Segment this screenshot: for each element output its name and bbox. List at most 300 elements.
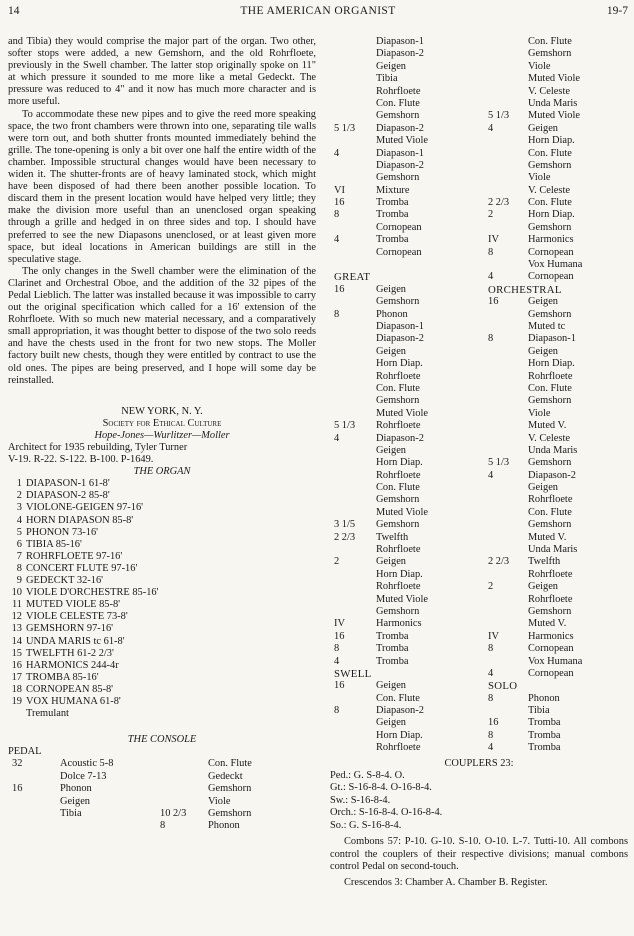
stop-item: [8, 648, 316, 660]
spec-cell-b: Geigen: [60, 795, 91, 807]
spec-cell-a: 2: [334, 556, 340, 568]
spec-cell-d: Gemshorn: [528, 605, 572, 617]
stop-number: 17: [11, 671, 22, 683]
spec-cell-a: 16: [12, 783, 23, 795]
stop-name: VIOLONE-GEIGEN 97-16': [26, 502, 144, 514]
spec-cell-c: 8: [488, 692, 494, 704]
stop-number: 8: [16, 562, 22, 574]
spec-cell-c: 4: [488, 271, 494, 283]
spec-row: [330, 98, 628, 110]
spec-cell-c: 8: [160, 820, 166, 832]
spec-cell-c: 5 1/3: [488, 110, 510, 122]
stop-number: 2: [16, 490, 22, 502]
spec-cell-b: Harmonics: [376, 618, 422, 630]
spec-cell-b: Con. Flute: [376, 482, 420, 494]
spec-cell-c: IV: [488, 234, 499, 246]
stop-number: 11: [11, 599, 22, 611]
spec-cell-d: Muted Viole: [528, 110, 580, 122]
stop-name: ROHRFLOETE 97-16': [26, 550, 123, 562]
spec-cell-d: Con. Flute: [528, 506, 572, 518]
spec-row: [330, 160, 628, 172]
stop-item: [8, 575, 316, 587]
stop-number: 3: [16, 502, 22, 514]
spec-cell-c: 16: [488, 717, 499, 729]
spec-cell-a: 32: [12, 758, 23, 770]
coupler-line: Ped.: G. S-8-4. O.: [330, 770, 405, 782]
spec-row: [8, 771, 316, 783]
stop-number: 10: [11, 587, 22, 599]
couplers-heading: COUPLERS 23:: [444, 757, 514, 769]
spec-cell-a: 4: [334, 655, 340, 667]
spec-cell-b: Gemshorn: [376, 395, 420, 407]
stop-item: [8, 636, 316, 648]
spec-cell-d: Geigen: [528, 345, 559, 357]
spec-cell-b: Cornopean: [376, 246, 422, 258]
spec-cell-b: Muted Viole: [376, 593, 428, 605]
spec-cell-b: Tibia: [376, 73, 398, 85]
spec-cell-d: Viole: [528, 407, 551, 419]
spec-cell-a: 16: [334, 283, 345, 295]
stop-item: [8, 502, 316, 514]
spec-cell-c: 4: [488, 469, 494, 481]
spec-cell-c: 4: [488, 742, 494, 754]
coupler-line: Orch.: S-16-8-4. O-16-8-4.: [330, 807, 443, 819]
spec-cell-a: VI: [334, 184, 345, 196]
spec-cell-c: 8: [488, 729, 494, 741]
spec-cell-b: Geigen: [376, 345, 407, 357]
console-spec: [330, 36, 628, 755]
spec-row: [330, 544, 628, 556]
spec-cell-d: Tromba: [528, 729, 561, 741]
spec-cell-d: Muted V.: [528, 531, 567, 543]
spec-cell-d: V. Celeste: [528, 184, 570, 196]
coupler-line: Sw.: S-16-8-4.: [330, 794, 391, 806]
spec-row: [330, 36, 628, 48]
spec-cell-b: Geigen: [376, 680, 407, 692]
stop-item: [8, 515, 316, 527]
spec-cell-b: Tromba: [376, 655, 409, 667]
spec-cell-d: Vox Humana: [528, 655, 583, 667]
spec-cell-b: Muted Viole: [376, 506, 428, 518]
spec-cell-b: Tromba: [376, 234, 409, 246]
spec-cell-d: Muted tc: [528, 320, 566, 332]
article-paragraph: The only changes in the Swell chamber were the elimination of the Clarinet and Orchestral Oboe, and the addition of the 32 pipes of the Pedal Lieblich. The latter was installed because it was impossible to carry out the original specification which called for a 16' extension of the Rohrfloete. With so much new material necessary, and a comparatively small appropriation, it was thought better to dispose of the two solo reeds and have the chests used in the front for two new stops. The Moller factory built new chests, though they were entitled by contract to use the old ones. The pipes are being preserved, and I hope will some day be reinstalled.: [8, 265, 316, 386]
spec-row: [330, 656, 628, 668]
spec-cell-b: Tromba: [376, 197, 409, 209]
spec-cell-b: Phonon: [60, 783, 92, 795]
spec-cell-d: Unda Maris: [528, 97, 578, 109]
spec-cell-d: Harmonics: [528, 630, 574, 642]
stop-number: 18: [11, 683, 22, 695]
pedal-spec: [8, 758, 316, 832]
coupler-line: Gt.: S-16-8-4. O-16-8-4.: [330, 782, 432, 794]
article-paragraph: and Tibia) they would comprise the major part of the organ. Two other, softer stops were added, a new Gemshorn, and the old Rohrfloete, previously in the Swell chamber. The latter stop originally spoke on 11" at which pressure it sounded to me more like a metal Gedeckt. The pressure was reduced to 4" and it now has much more character and is more useful.: [8, 36, 316, 108]
spec-cell-a: GREAT: [334, 271, 371, 284]
stop-item: [8, 539, 316, 551]
spec-cell-d: Geigen: [528, 122, 559, 134]
stop-name: CORNOPEAN 85-8': [26, 683, 114, 695]
spec-cell-b: Mixture: [376, 184, 410, 196]
stop-item: [8, 563, 316, 575]
spec-row: [330, 209, 628, 221]
spec-row: [8, 796, 316, 808]
spec-cell-b: Geigen: [376, 556, 407, 568]
spec-row: [330, 284, 628, 296]
stop-name: GEMSHORN 97-16': [26, 623, 114, 635]
coupler-line: So.: G. S-16-8-4.: [330, 819, 402, 831]
spec-cell-b: Gemshorn: [376, 494, 420, 506]
spec-cell-b: Muted Viole: [376, 135, 428, 147]
spec-row: [330, 470, 628, 482]
spec-cell-b: Horn Diap.: [376, 568, 423, 580]
spec-row: [330, 309, 628, 321]
stop-number: 12: [11, 611, 22, 623]
spec-cell-b: Gemshorn: [376, 519, 420, 531]
spec-row: [330, 631, 628, 643]
spec-cell-c: 8: [488, 246, 494, 258]
stop-item: [8, 672, 316, 684]
stop-item: [8, 623, 316, 635]
spec-cell-b: Diapason-2: [376, 432, 424, 444]
spec-cell-d: Con. Flute: [528, 147, 572, 159]
spec-row: [330, 346, 628, 358]
spec-cell-c: 2: [488, 209, 494, 221]
spec-cell-b: Rohrfloete: [376, 85, 421, 97]
spec-row: [330, 185, 628, 197]
spec-row: [330, 519, 628, 531]
spec-cell-d: Tibia: [528, 705, 550, 717]
spec-cell-c: 2: [488, 581, 494, 593]
spec-cell-d: Unda Maris: [528, 444, 578, 456]
spec-row: [330, 86, 628, 98]
spec-cell-d: Gemshorn: [208, 807, 252, 819]
stop-name: VIOLE D'ORCHESTRE 85-16': [26, 587, 159, 599]
spec-cell-b: Geigen: [376, 444, 407, 456]
spec-cell-b: Tromba: [376, 643, 409, 655]
stop-item: [8, 684, 316, 696]
spec-cell-d: Rohrfloete: [528, 568, 573, 580]
spec-row: [330, 594, 628, 606]
spec-cell-b: Twelfth: [376, 531, 409, 543]
spec-row: [330, 507, 628, 519]
stop-item: [8, 587, 316, 599]
stop-name: VIOLE CELESTE 73-8': [26, 611, 128, 623]
left-column: [8, 36, 316, 833]
spec-row: [330, 172, 628, 184]
spec-cell-d: Horn Diap.: [528, 135, 575, 147]
console-heading: THE CONSOLE: [127, 734, 197, 746]
spec-cell-b: Diapason-2: [376, 705, 424, 717]
spec-cell-a: SWELL: [334, 667, 372, 680]
spec-cell-b: Gemshorn: [376, 110, 420, 122]
spec-cell-d: Gemshorn: [528, 519, 572, 531]
spec-row: [330, 680, 628, 692]
stop-name: CONCERT FLUTE 97-16': [26, 562, 138, 574]
tremulant-line: Tremulant: [26, 708, 69, 720]
spec-row: [330, 110, 628, 122]
spec-row: [330, 569, 628, 581]
stop-number: 1: [16, 478, 22, 490]
spec-cell-d: Gemshorn: [528, 159, 572, 171]
architect-line: Architect for 1935 rebuilding, Tyler Turner: [8, 442, 188, 453]
right-column: [330, 36, 628, 890]
stop-number: 6: [16, 538, 22, 550]
spec-cell-b: Gemshorn: [376, 605, 420, 617]
spec-cell-d: Rohrfloete: [528, 370, 573, 382]
combons-text: Combons 57: P-10. G-10. S-10. O-10. L-7. Tutti-10. All combons control the couplers of their respective divisions; manual combons control Pedal on second-touch.: [330, 836, 628, 872]
spec-cell-b: Rohrfloete: [376, 742, 421, 754]
stop-item: [8, 660, 316, 672]
spec-cell-a: 5 1/3: [334, 420, 356, 432]
spec-cell-b: Tromba: [376, 630, 409, 642]
spec-cell-d: Con. Flute: [528, 382, 572, 394]
spec-row: [330, 581, 628, 593]
spec-cell-c: SOLO: [488, 680, 518, 693]
stop-name: MUTED VIOLE 85-8': [26, 599, 121, 611]
stop-item: [8, 551, 316, 563]
spec-cell-a: 8: [334, 705, 340, 717]
spec-cell-d: Viole: [528, 60, 551, 72]
spec-row: [330, 730, 628, 742]
spec-cell-d: Cornopean: [528, 271, 574, 283]
stop-number: 7: [16, 550, 22, 562]
spec-cell-b: Diapason-2: [376, 122, 424, 134]
spec-cell-b: Gemshorn: [376, 296, 420, 308]
stop-number: 14: [11, 635, 22, 647]
spec-row: [330, 48, 628, 60]
spec-cell-b: Tromba: [376, 209, 409, 221]
stop-name: VOX HUMANA 61-8': [26, 695, 121, 707]
spec-cell-d: Muted V.: [528, 618, 567, 630]
spec-cell-a: IV: [334, 618, 345, 630]
spec-row: [330, 742, 628, 754]
pedal-label: PEDAL: [8, 746, 42, 758]
spec-cell-b: Horn Diap.: [376, 457, 423, 469]
spec-cell-b: Rohrfloete: [376, 420, 421, 432]
spec-row: [330, 135, 628, 147]
spec-cell-b: Acoustic 5-8: [60, 758, 114, 770]
spec-cell-d: Tromba: [528, 742, 561, 754]
stop-item: [8, 696, 316, 708]
spec-cell-d: Cornopean: [528, 643, 574, 655]
spec-cell-c: 4: [488, 122, 494, 134]
spec-row: [330, 433, 628, 445]
spec-cell-b: Diapason-1: [376, 36, 424, 47]
stop-item: [8, 478, 316, 490]
spec-cell-b: Con. Flute: [376, 382, 420, 394]
spec-cell-c: IV: [488, 630, 499, 642]
spec-cell-d: Geigen: [528, 482, 559, 494]
spec-cell-b: Diapason-2: [376, 48, 424, 60]
spec-cell-a: 8: [334, 209, 340, 221]
spec-cell-b: Tibia: [60, 807, 82, 819]
spec-row: [330, 693, 628, 705]
spec-cell-c: 4: [488, 667, 494, 679]
spec-cell-b: Rohrfloete: [376, 581, 421, 593]
spec-cell-b: Geigen: [376, 60, 407, 72]
spec-cell-b: Diapason-2: [376, 159, 424, 171]
spec-cell-d: Muted Viole: [528, 73, 580, 85]
spec-cell-c: 10 2/3: [160, 807, 187, 819]
spec-cell-b: Geigen: [376, 283, 407, 295]
spec-row: [330, 383, 628, 395]
stop-list: [8, 478, 316, 708]
spec-cell-a: 16: [334, 197, 345, 209]
spec-cell-b: Muted Viole: [376, 407, 428, 419]
spec-cell-d: Viole: [208, 795, 231, 807]
builders-line: Hope-Jones—Wurlitzer—Moller: [94, 429, 230, 441]
spec-cell-b: Diapason-1: [376, 320, 424, 332]
spec-cell-d: Gemshorn: [528, 48, 572, 60]
stop-number: 16: [11, 659, 22, 671]
spec-cell-b: Diapason-2: [376, 333, 424, 345]
spec-row: [330, 247, 628, 259]
stop-item: [8, 599, 316, 611]
spec-row: [330, 123, 628, 135]
spec-cell-b: Horn Diap.: [376, 729, 423, 741]
spec-row: [330, 222, 628, 234]
spec-row: [330, 482, 628, 494]
spec-cell-d: Rohrfloete: [528, 494, 573, 506]
spec-cell-d: Horn Diap.: [528, 209, 575, 221]
spec-cell-d: Geigen: [528, 581, 559, 593]
spec-cell-d: Gedeckt: [208, 770, 243, 782]
spec-cell-b: Cornopean: [376, 221, 422, 233]
stop-item: [8, 490, 316, 502]
spec-row: [330, 333, 628, 345]
stop-name: UNDA MARIS tc 61-8': [26, 635, 125, 647]
spec-cell-a: 4: [334, 234, 340, 246]
spec-row: [330, 643, 628, 655]
spec-row: [330, 556, 628, 568]
spec-cell-b: Geigen: [376, 717, 407, 729]
stop-name: TIBIA 85-16': [26, 538, 82, 550]
spec-cell-c: 2 2/3: [488, 556, 510, 568]
spec-cell-d: Horn Diap.: [528, 358, 575, 370]
spec-cell-b: Dolce 7-13: [60, 770, 107, 782]
spec-row: [8, 758, 316, 770]
spec-row: [330, 705, 628, 717]
stop-name: DIAPASON-1 61-8': [26, 478, 110, 490]
location-heading: NEW YORK, N. Y.: [121, 405, 203, 417]
spec-cell-c: ORCHESTRAL: [488, 283, 562, 296]
stop-name: GEDECKT 32-16': [26, 575, 104, 587]
spec-row: [330, 234, 628, 246]
running-header: [8, 5, 628, 19]
spec-row: [330, 606, 628, 618]
spec-row: [330, 358, 628, 370]
stop-name: DIAPASON-2 85-8': [26, 490, 110, 502]
stop-number: 15: [11, 647, 22, 659]
spec-cell-a: 3 1/5: [334, 519, 356, 531]
spec-cell-a: 16: [334, 680, 345, 692]
spec-row: [330, 371, 628, 383]
spec-cell-b: Rohrfloete: [376, 370, 421, 382]
stop-name: HORN DIAPASON 85-8': [26, 514, 134, 526]
spec-row: [330, 296, 628, 308]
spec-row: [330, 532, 628, 544]
spec-row: [330, 321, 628, 333]
spec-cell-b: Diapason-1: [376, 147, 424, 159]
spec-cell-a: 4: [334, 432, 340, 444]
page-number: 14: [8, 5, 20, 17]
church-name: Society for Ethical Culture: [102, 417, 222, 429]
stop-number: 5: [16, 526, 22, 538]
spec-cell-c: 5 1/3: [488, 457, 510, 469]
stop-name: PHONON 73-16': [26, 526, 99, 538]
organ-heading: THE ORGAN: [133, 466, 191, 478]
spec-cell-b: Con. Flute: [376, 97, 420, 109]
spec-row: [330, 271, 628, 283]
spec-cell-d: Geigen: [528, 296, 559, 308]
spec-cell-d: Tromba: [528, 717, 561, 729]
spec-cell-a: 4: [334, 147, 340, 159]
spec-cell-d: Con. Flute: [528, 197, 572, 209]
spec-cell-d: Con. Flute: [208, 758, 252, 770]
spec-row: [330, 494, 628, 506]
spec-row: [330, 420, 628, 432]
spec-cell-d: Vox Humana: [528, 259, 583, 271]
spec-row: [330, 395, 628, 407]
stop-item: [8, 611, 316, 623]
spec-cell-a: 2 2/3: [334, 531, 356, 543]
spec-cell-d: Phonon: [208, 820, 240, 832]
stop-number: 4: [16, 514, 22, 526]
spec-cell-d: V. Celeste: [528, 85, 570, 97]
spec-cell-b: Phonon: [376, 308, 408, 320]
stop-number: 9: [16, 575, 22, 587]
spec-cell-c: 8: [488, 643, 494, 655]
spec-cell-b: Horn Diap.: [376, 358, 423, 370]
spec-cell-c: 8: [488, 333, 494, 345]
spec-row: [330, 61, 628, 73]
spec-cell-d: Gemshorn: [208, 783, 252, 795]
spec-cell-d: Cornopean: [528, 246, 574, 258]
spec-row: [330, 668, 628, 680]
stop-name: TROMBA 85-16': [26, 671, 99, 683]
spec-row: [8, 783, 316, 795]
spec-row: [330, 148, 628, 160]
spec-row: [330, 445, 628, 457]
spec-row: [330, 717, 628, 729]
spec-cell-b: Gemshorn: [376, 172, 420, 184]
spec-cell-c: 2 2/3: [488, 197, 510, 209]
spec-cell-d: Gemshorn: [528, 395, 572, 407]
spec-cell-d: Twelfth: [528, 556, 561, 568]
spec-row: [8, 808, 316, 820]
spec-cell-a: 8: [334, 643, 340, 655]
spec-cell-b: Rohrfloete: [376, 544, 421, 556]
spec-cell-d: Muted V.: [528, 420, 567, 432]
couplers-block: [330, 758, 628, 890]
spec-cell-d: Gemshorn: [528, 457, 572, 469]
spec-cell-d: Diapason-2: [528, 469, 576, 481]
spec-cell-d: Diapason-1: [528, 333, 576, 345]
spec-cell-d: Gemshorn: [528, 308, 572, 320]
spec-cell-d: Harmonics: [528, 234, 574, 246]
spec-row: [330, 197, 628, 209]
spec-cell-d: V. Celeste: [528, 432, 570, 444]
spec-row: [330, 408, 628, 420]
stop-item: [8, 527, 316, 539]
stop-name: TWELFTH 61-2 2/3': [26, 647, 114, 659]
spec-cell-d: Phonon: [528, 692, 560, 704]
spec-cell-c: 16: [488, 296, 499, 308]
spec-row: [330, 259, 628, 271]
spec-cell-b: Rohrfloete: [376, 469, 421, 481]
spec-cell-b: Con. Flute: [376, 692, 420, 704]
article-paragraph: To accommodate these new pipes and to give the reed more speaking space, the two front chambers were thrown into one, separating tile walls were torn out, and both shutter fronts mounted immediately behind the grille. The tone-opening is only a bit over one half the entire width of the chamber. Impossible structural changes would have been necessary to widen it. The shutter-fronts are of heavy laminated stock, which might have been disposed of had there been another possible location. To discard them in the present location would have helped very little; they make the division more useful than an unenclosed organ speaking through a grille and hedged in on three sides and top. I should have preferred to see the new Diapasons unenclosed, or at least given more space, but ideal locations in American buildings are still in the speculative stage.: [8, 108, 316, 265]
